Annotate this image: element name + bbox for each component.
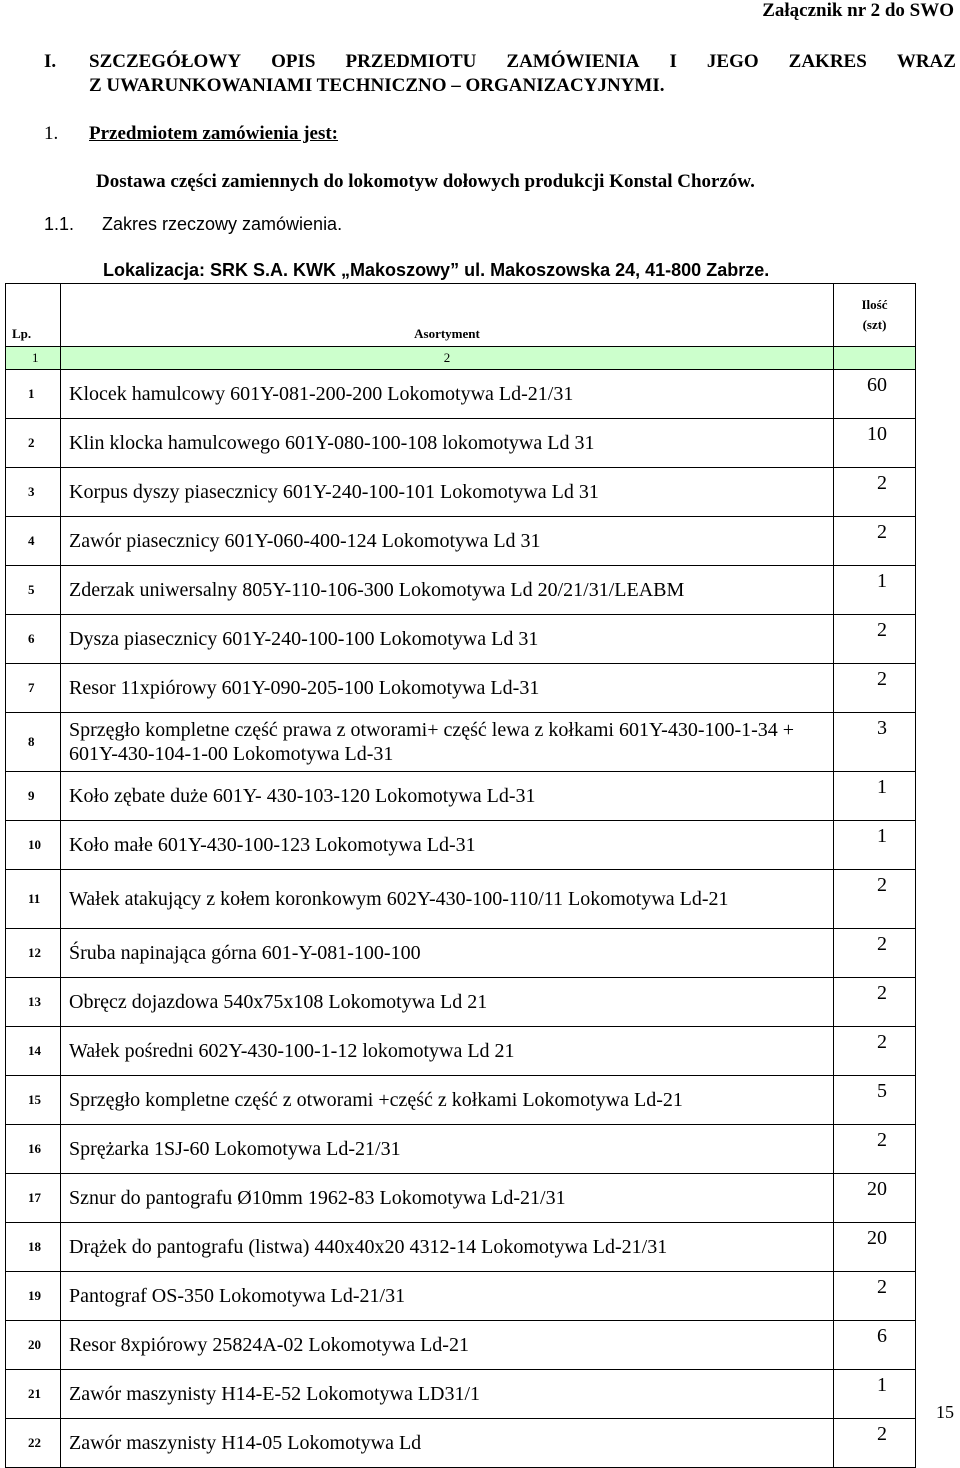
row-name: Obręcz dojazdowa 540x75x108 Lokomotywa Ld 21 bbox=[61, 978, 834, 1027]
table-row bbox=[6, 1370, 916, 1419]
row-name: Zawór piasecznicy 601Y-060-400-124 Lokomotywa Ld 31 bbox=[61, 517, 834, 566]
row-name: Resor 8xpiórowy 25824A-02 Lokomotywa Ld-21 bbox=[61, 1321, 834, 1370]
row-qty: 1 bbox=[834, 772, 916, 821]
row-lp: 8 bbox=[6, 713, 61, 772]
row-name: Klin klocka hamulcowego 601Y-080-100-108 lokomotywa Ld 31 bbox=[61, 419, 834, 468]
row-qty: 2 bbox=[834, 929, 916, 978]
row-qty: 3 bbox=[834, 713, 916, 772]
row-lp: 5 bbox=[6, 566, 61, 615]
row-qty: 2 bbox=[834, 870, 916, 929]
table-row bbox=[6, 664, 916, 713]
order-subject: Dostawa części zamiennych do lokomotyw dołowych produkcji Konstal Chorzów. bbox=[96, 171, 755, 192]
subheader-col1: 1 bbox=[6, 347, 61, 370]
row-name: Pantograf OS-350 Lokomotywa Ld-21/31 bbox=[61, 1272, 834, 1321]
table-row bbox=[6, 468, 916, 517]
row-lp: 3 bbox=[6, 468, 61, 517]
table-row bbox=[6, 978, 916, 1027]
row-qty: 6 bbox=[834, 1321, 916, 1370]
row-lp: 10 bbox=[6, 821, 61, 870]
row-lp: 14 bbox=[6, 1027, 61, 1076]
row-qty: 1 bbox=[834, 1370, 916, 1419]
row-lp: 16 bbox=[6, 1125, 61, 1174]
section-title-word: SZCZEGÓŁOWY bbox=[89, 51, 242, 72]
row-lp: 22 bbox=[6, 1419, 61, 1468]
row-name: Resor 11xpiórowy 601Y-090-205-100 Lokomotywa Ld-31 bbox=[61, 664, 834, 713]
section-title-line1 bbox=[89, 50, 956, 74]
row-lp: 19 bbox=[6, 1272, 61, 1321]
section-title-word: WRAZ bbox=[896, 51, 956, 72]
table-row bbox=[6, 821, 916, 870]
point-1-1 bbox=[44, 212, 342, 236]
section-title-word: JEGO bbox=[706, 51, 759, 72]
page-number: 15 bbox=[936, 1402, 954, 1422]
section-title-line2: Z UWARUNKOWANIAMI TECHNICZNO – ORGANIZACYJNYMI. bbox=[89, 75, 665, 96]
row-qty: 2 bbox=[834, 517, 916, 566]
row-name: Zawór maszynisty H14-05 Lokomotywa Ld bbox=[61, 1419, 834, 1468]
header-ilosc-line2: (szt) bbox=[862, 317, 887, 332]
table-row bbox=[6, 419, 916, 468]
table-row bbox=[6, 1076, 916, 1125]
row-name: Koło małe 601Y-430-100-123 Lokomotywa Ld-31 bbox=[61, 821, 834, 870]
table-row bbox=[6, 566, 916, 615]
row-lp: 21 bbox=[6, 1370, 61, 1419]
table-subheader-row bbox=[6, 347, 916, 370]
point-1-1-number: 1.1. bbox=[44, 214, 75, 234]
table-row bbox=[6, 1223, 916, 1272]
subheader-col2: 2 bbox=[61, 347, 834, 370]
section-title-word: OPIS bbox=[271, 51, 316, 72]
row-qty: 2 bbox=[834, 468, 916, 517]
row-lp: 20 bbox=[6, 1321, 61, 1370]
point-1-1-text: Zakres rzeczowy zamówienia. bbox=[102, 214, 343, 234]
section-number: I. bbox=[44, 51, 57, 72]
row-lp: 12 bbox=[6, 929, 61, 978]
row-lp: 15 bbox=[6, 1076, 61, 1125]
location: Lokalizacja: SRK S.A. KWK „Makoszowy” ul. Makoszowska 24, 41-800 Zabrze. bbox=[103, 260, 770, 280]
point-1-number: 1. bbox=[44, 123, 59, 144]
table-row bbox=[6, 615, 916, 664]
table-row bbox=[6, 1027, 916, 1076]
row-qty: 20 bbox=[834, 1223, 916, 1272]
table-row bbox=[6, 1321, 916, 1370]
point-1-text: Przedmiotem zamówienia jest: bbox=[89, 123, 339, 144]
row-lp: 7 bbox=[6, 664, 61, 713]
row-lp: 17 bbox=[6, 1174, 61, 1223]
row-qty: 2 bbox=[834, 1027, 916, 1076]
section-title-word: PRZEDMIOTU bbox=[345, 51, 477, 72]
table-row bbox=[6, 929, 916, 978]
row-name: Zderzak uniwersalny 805Y-110-106-300 Lokomotywa Ld 20/21/31/LEABM bbox=[61, 566, 834, 615]
section-title-word: I bbox=[669, 51, 677, 72]
table-row bbox=[6, 370, 916, 419]
row-name: Śruba napinająca górna 601-Y-081-100-100 bbox=[61, 929, 834, 978]
table-row bbox=[6, 870, 916, 929]
table-row bbox=[6, 517, 916, 566]
row-name: Dysza piasecznicy 601Y-240-100-100 Lokomotywa Ld 31 bbox=[61, 615, 834, 664]
row-lp: 13 bbox=[6, 978, 61, 1027]
row-lp: 1 bbox=[6, 370, 61, 419]
row-qty: 2 bbox=[834, 1125, 916, 1174]
point-1 bbox=[44, 122, 338, 146]
row-qty: 2 bbox=[834, 664, 916, 713]
row-name: Wałek atakujący z kołem koronkowym 602Y-430-100-110/11 Lokomotywa Ld-21 bbox=[61, 870, 834, 929]
row-name: Koło zębate duże 601Y- 430-103-120 Lokomotywa Ld-31 bbox=[61, 772, 834, 821]
row-qty: 1 bbox=[834, 821, 916, 870]
row-lp: 18 bbox=[6, 1223, 61, 1272]
row-name: Zawór maszynisty H14-E-52 Lokomotywa LD31/1 bbox=[61, 1370, 834, 1419]
row-lp: 4 bbox=[6, 517, 61, 566]
section-heading bbox=[44, 50, 956, 98]
row-name: Drążek do pantografu (listwa) 440x40x20 4312-14 Lokomotywa Ld-21/31 bbox=[61, 1223, 834, 1272]
table-row bbox=[6, 1272, 916, 1321]
table-row bbox=[6, 772, 916, 821]
row-qty: 1 bbox=[834, 566, 916, 615]
table-row bbox=[6, 713, 916, 772]
subheader-col3 bbox=[834, 347, 916, 370]
header-asortyment: Asortyment bbox=[61, 284, 834, 347]
row-lp: 6 bbox=[6, 615, 61, 664]
row-qty: 2 bbox=[834, 1272, 916, 1321]
parts-table bbox=[5, 283, 916, 1468]
table-row bbox=[6, 1125, 916, 1174]
row-qty: 5 bbox=[834, 1076, 916, 1125]
row-qty: 2 bbox=[834, 978, 916, 1027]
attachment-label: Załącznik nr 2 do SWO bbox=[762, 0, 954, 21]
table-row bbox=[6, 1419, 916, 1468]
row-name: Wałek pośredni 602Y-430-100-1-12 lokomotywa Ld 21 bbox=[61, 1027, 834, 1076]
row-qty: 60 bbox=[834, 370, 916, 419]
row-lp: 9 bbox=[6, 772, 61, 821]
section-title-word: ZAKRES bbox=[788, 51, 867, 72]
table-header-row bbox=[6, 284, 916, 347]
row-name: Klocek hamulcowy 601Y-081-200-200 Lokomotywa Ld-21/31 bbox=[61, 370, 834, 419]
row-lp: 11 bbox=[6, 870, 61, 929]
row-qty: 20 bbox=[834, 1174, 916, 1223]
row-name: Sprzęgło kompletne część z otworami +część z kołkami Lokomotywa Ld-21 bbox=[61, 1076, 834, 1125]
row-qty: 2 bbox=[834, 1419, 916, 1468]
row-name: Sznur do pantografu Ø10mm 1962-83 Lokomotywa Ld-21/31 bbox=[61, 1174, 834, 1223]
header-lp: Lp. bbox=[6, 284, 61, 347]
row-name: Korpus dyszy piasecznicy 601Y-240-100-101 Lokomotywa Ld 31 bbox=[61, 468, 834, 517]
header-ilosc-line1: Ilość bbox=[861, 297, 888, 312]
row-lp: 2 bbox=[6, 419, 61, 468]
row-qty: 10 bbox=[834, 419, 916, 468]
section-title-word: ZAMÓWIENIA bbox=[506, 51, 640, 72]
row-name: Sprężarka 1SJ-60 Lokomotywa Ld-21/31 bbox=[61, 1125, 834, 1174]
row-name: Sprzęgło kompletne część prawa z otworami+ część lewa z kołkami 601Y-430-100-1-34 + 601Y-430-104-1-00 Lokomotywa Ld-31 bbox=[61, 713, 834, 772]
table-row bbox=[6, 1174, 916, 1223]
header-ilosc bbox=[834, 284, 916, 347]
row-qty: 2 bbox=[834, 615, 916, 664]
